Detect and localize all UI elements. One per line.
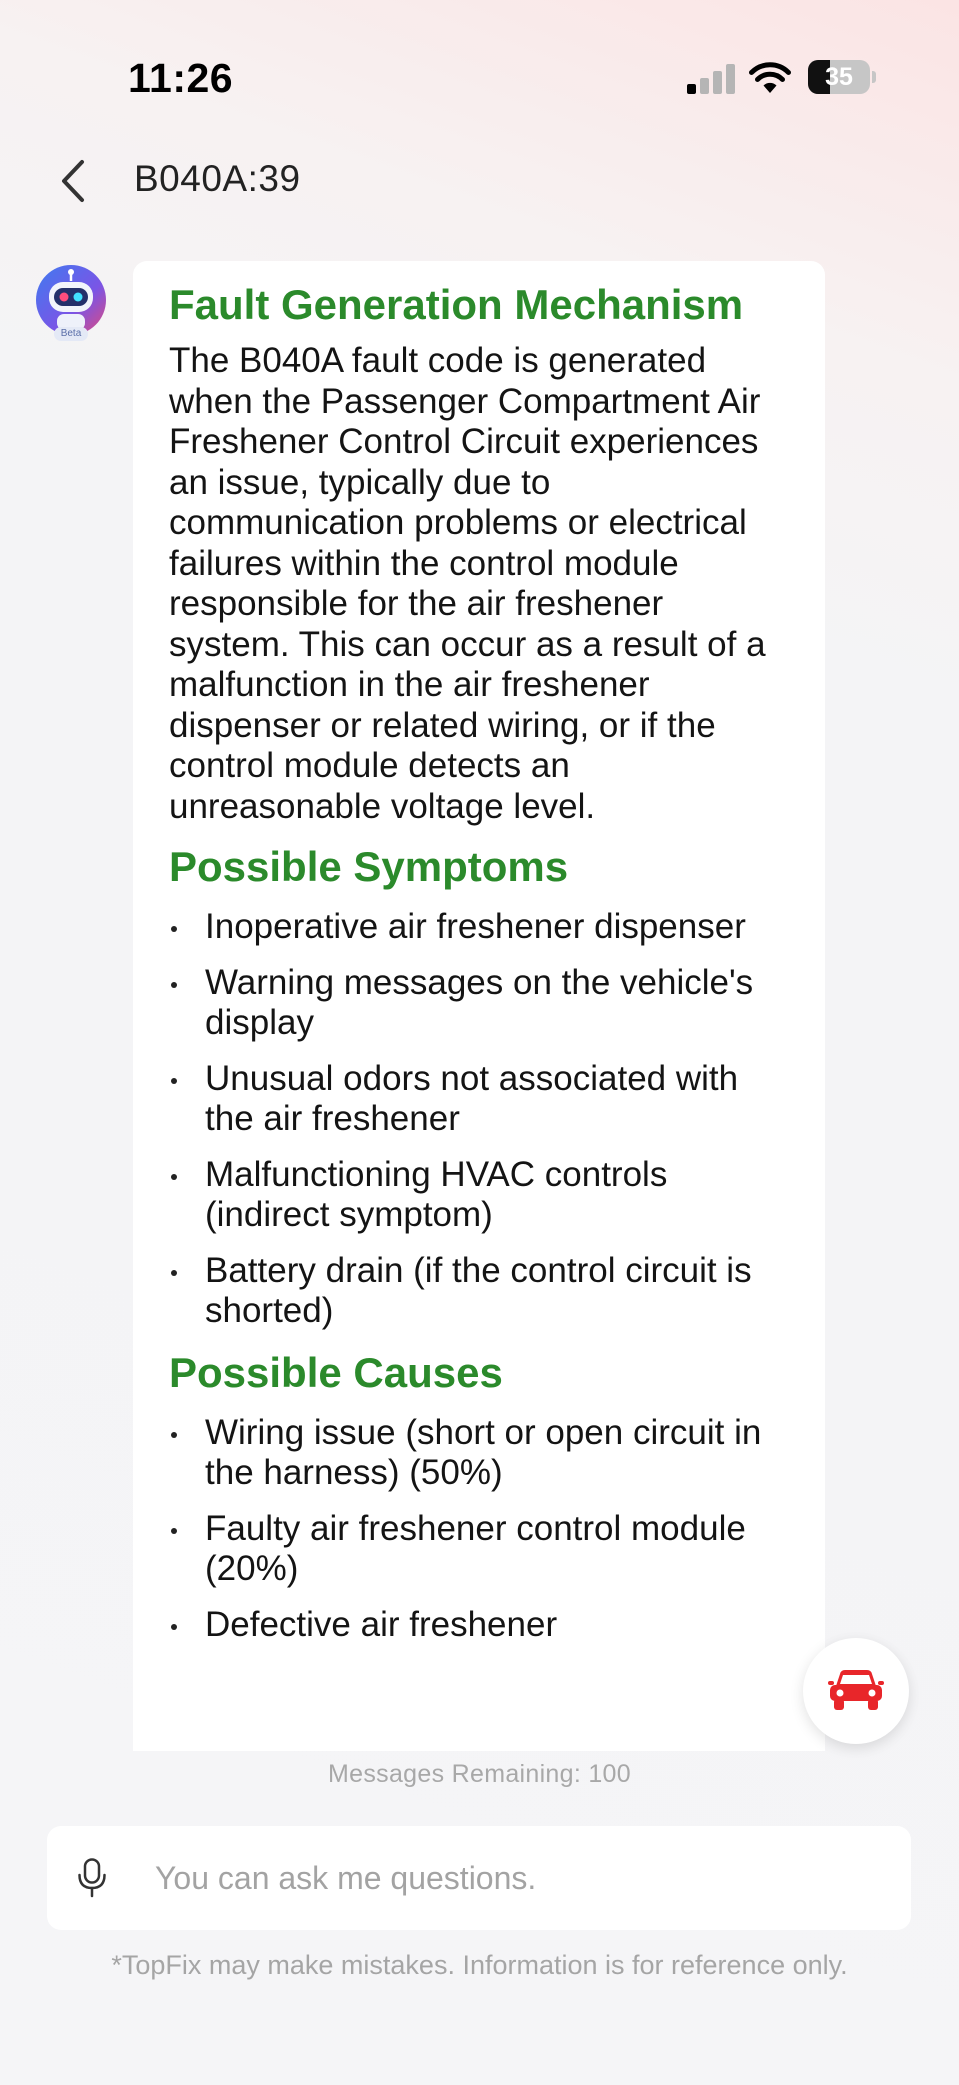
robot-avatar-icon bbox=[34, 263, 108, 337]
back-button[interactable] bbox=[52, 154, 96, 208]
question-input[interactable] bbox=[155, 1848, 875, 1908]
list-item: Wiring issue (short or open circuit in the harness) (50%) bbox=[169, 1413, 791, 1494]
wifi-icon bbox=[748, 60, 792, 94]
chevron-left-icon bbox=[52, 154, 96, 208]
section-title-mechanism: Fault Generation Mechanism bbox=[169, 281, 744, 328]
mechanism-paragraph: The B040A fault code is generated when the Passenger Compartment Air Freshener Control Circuit experiences an issue, typically due to communication problems or electrical failures within the control module responsible for the air freshener system. This can occur as a result of a malfunction in the air freshener dispenser or related wiring, or if the control module detects an unreasonable voltage level. bbox=[169, 341, 766, 826]
chat-input-bar[interactable] bbox=[47, 1826, 911, 1930]
page-title: B040A:39 bbox=[134, 158, 301, 199]
status-time: 11:26 bbox=[128, 55, 234, 101]
list-item: Inoperative air freshener dispenser bbox=[169, 907, 791, 948]
list-item: Battery drain (if the control circuit is shorted) bbox=[169, 1251, 791, 1332]
cellular-signal-icon bbox=[687, 64, 735, 94]
disclaimer-text: *TopFix may make mistakes. Information is for reference only. bbox=[111, 1950, 848, 1980]
bot-avatar bbox=[34, 263, 108, 345]
status-bar bbox=[0, 0, 959, 150]
list-item: Warning messages on the vehicle's display bbox=[169, 963, 791, 1044]
list-item: Defective air freshener bbox=[169, 1605, 791, 1646]
causes-list bbox=[169, 1413, 791, 1646]
assistant-message-card bbox=[133, 261, 825, 1751]
car-icon bbox=[828, 1668, 884, 1714]
list-item: Unusual odors not associated with the air freshener bbox=[169, 1059, 791, 1140]
beta-badge: Beta bbox=[54, 327, 88, 341]
list-item: Malfunctioning HVAC controls (indirect symptom) bbox=[169, 1155, 791, 1236]
section-title-symptoms: Possible Symptoms bbox=[169, 843, 569, 890]
vehicle-button[interactable] bbox=[803, 1638, 909, 1744]
battery-level: 35 bbox=[825, 63, 853, 91]
section-title-causes: Possible Causes bbox=[169, 1348, 503, 1396]
messages-remaining: Messages Remaining: 100 bbox=[328, 1760, 631, 1788]
symptoms-list bbox=[169, 907, 791, 1332]
list-item: Faulty air freshener control module (20%) bbox=[169, 1509, 791, 1590]
battery-icon bbox=[808, 60, 876, 94]
microphone-icon[interactable] bbox=[77, 1858, 107, 1898]
